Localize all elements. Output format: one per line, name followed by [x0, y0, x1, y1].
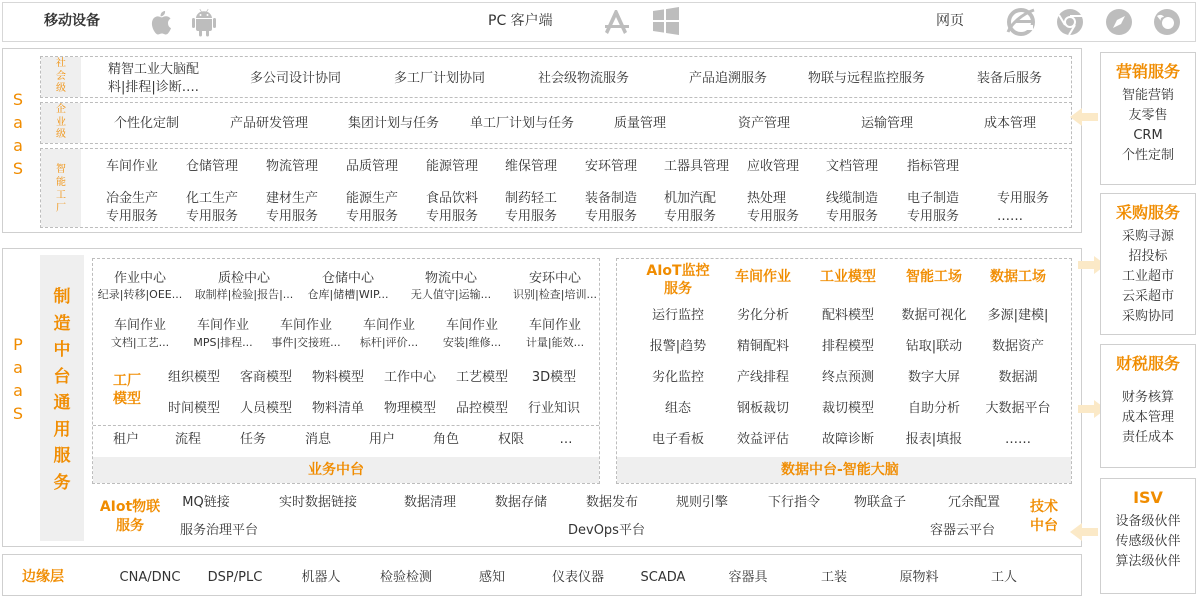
enterprise-item: 单工厂计划与任务 [470, 116, 575, 131]
data-item: 劣化分析 [736, 308, 789, 323]
center-title: 安环中心 [528, 271, 581, 286]
center-sub: 仓库|储槽|WIP... [307, 288, 389, 301]
tech-item: 数据清理 [403, 495, 456, 510]
factory-model-item: 人员模型 [239, 401, 292, 416]
saas-side-text: SaaS [12, 90, 24, 178]
tech-label: 技术中台 [1030, 499, 1058, 534]
social-item: 多工厂计划协同 [394, 71, 486, 86]
factory-item: 文档管理 [826, 159, 879, 174]
enterprise-item: 产品研发管理 [230, 116, 309, 131]
center-title: 质检中心 [217, 271, 270, 286]
data-header: 工业模型 [820, 269, 876, 285]
workshop-sub: MPS|排程... [193, 336, 253, 349]
tech-item: 数据发布 [585, 495, 638, 510]
data-item: …… [1005, 432, 1031, 447]
workshop-sub: 文档|工艺... [110, 336, 170, 349]
data-item: 运行监控 [651, 308, 704, 323]
data-header: 数据工场 [990, 269, 1046, 285]
enterprise-item: 质量管理 [614, 116, 667, 131]
data-header: 智能工场 [906, 269, 962, 285]
side-service-item: 设备级伙伴 [1115, 514, 1181, 529]
data-item: 配料模型 [821, 308, 874, 323]
factory-item: 仓储管理 [186, 159, 239, 174]
side-service-item: 责任成本 [1121, 430, 1174, 445]
base-item: 任务 [239, 432, 266, 447]
data-item: 数据可视化 [901, 308, 967, 323]
enterprise-item: 个性化定制 [114, 116, 180, 131]
factory-industry-sub: 专用服务 [426, 209, 479, 224]
edge-item: 检验检测 [379, 570, 432, 585]
data-item: 裁切模型 [821, 401, 874, 416]
factory-industry: 线缆制造 [826, 191, 879, 206]
factory-industry-sub: 专用服务 [505, 209, 558, 224]
center-title: 物流中心 [424, 271, 477, 286]
factory-model-item: 3D模型 [531, 370, 577, 385]
base-item: … [559, 432, 573, 447]
side-service-item: 算法级伙伴 [1115, 554, 1181, 569]
side-service-item: 采购协同 [1121, 309, 1174, 324]
factory-item: 车间作业 [106, 159, 159, 174]
tech-item: 容器云平台 [930, 523, 996, 538]
data-item: 组态 [664, 401, 691, 416]
factory-model-item: 物理模型 [383, 401, 436, 416]
firefox-icon [1151, 6, 1183, 38]
social-item: 装备后服务 [977, 71, 1043, 86]
factory-label: 智能工厂 [56, 164, 66, 214]
factory-item: 指标管理 [907, 159, 960, 174]
factory-item: 安环管理 [585, 159, 638, 174]
side-service-title: 财税服务 [1115, 354, 1180, 373]
factory-model-item: 行业知识 [527, 401, 580, 416]
social-label: 社会级 [56, 58, 66, 94]
base-item: 消息 [304, 432, 331, 447]
factory-industry-sub: 专用服务 [186, 209, 239, 224]
factory-item: 维保管理 [505, 159, 558, 174]
side-service-title: 采购服务 [1115, 203, 1180, 222]
factory-industry-sub: 专用服务 [346, 209, 399, 224]
factory-model-item: 工艺模型 [455, 370, 508, 385]
factory-industry: 冶金生产 [106, 191, 159, 206]
factory-model-item: 时间模型 [167, 401, 220, 416]
data-item: 效益评估 [736, 432, 789, 447]
web-label: 网页 [936, 13, 964, 29]
data-item: 自助分析 [907, 401, 960, 416]
data-item: 钢板裁切 [736, 401, 789, 416]
base-item: 角色 [432, 432, 459, 447]
chrome-icon [1054, 6, 1086, 38]
edge-item: DSP/PLC [207, 570, 263, 585]
tech-item: 冗余配置 [947, 495, 1000, 510]
factory-model-item: 组织模型 [167, 370, 220, 385]
enterprise-item: 资产管理 [738, 116, 791, 131]
center-sub: 取制样|检验|报告|... [194, 288, 294, 301]
factory-item: 应收管理 [747, 159, 800, 174]
workshop-title: 车间作业 [196, 318, 249, 333]
side-service-title: 营销服务 [1115, 62, 1180, 81]
data-item: 故障诊断 [821, 432, 874, 447]
tech-item: 数据存储 [494, 495, 547, 510]
workshop-title: 车间作业 [445, 318, 498, 333]
factory-industry-sub: 专用服务 [747, 209, 800, 224]
social-item: 社会级物流服务 [538, 71, 630, 86]
factory-item: 能源管理 [426, 159, 479, 174]
edge-item: 工人 [990, 570, 1017, 585]
business-center-label: 业务中台 [308, 462, 364, 478]
enterprise-label: 企业级 [56, 104, 66, 140]
data-item: 大数据平台 [985, 401, 1051, 416]
app-store-icon [601, 7, 633, 37]
enterprise-item: 运输管理 [861, 116, 914, 131]
workshop-sub: 标杆|评价... [359, 336, 419, 349]
center-title: 作业中心 [113, 271, 166, 286]
factory-model-label: 工厂模型 [113, 373, 141, 407]
edge-item: 仪表仪器 [551, 570, 604, 585]
tech-item: 实时数据链接 [278, 495, 357, 510]
mobile-label: 移动设备 [44, 13, 100, 29]
data-item: 终点预测 [821, 370, 874, 385]
base-item: 用户 [368, 432, 395, 447]
data-item: 产线排程 [736, 370, 789, 385]
workshop-sub: 计量|能效... [525, 336, 585, 349]
social-item: 物联与远程监控服务 [808, 71, 926, 86]
data-item: 报警|趋势 [649, 339, 707, 354]
workshop-title: 车间作业 [528, 318, 581, 333]
edge-item: 容器具 [728, 570, 768, 585]
enterprise-item: 集团计划与任务 [348, 116, 440, 131]
tech-item: 服务治理平台 [180, 523, 259, 538]
data-header: AIoT监控服务 [646, 263, 710, 297]
data-item: 数字大屏 [907, 370, 960, 385]
factory-item: 工器具管理 [664, 159, 730, 174]
factory-industry-sub: 专用服务 [907, 209, 960, 224]
social-item: 产品追溯服务 [689, 71, 768, 86]
edge-item: 工装 [820, 570, 847, 585]
factory-model-item: 工作中心 [383, 370, 436, 385]
factory-model-item: 品控模型 [455, 401, 508, 416]
workshop-title: 车间作业 [362, 318, 415, 333]
side-service-item: 友零售 [1128, 108, 1168, 123]
edge-item: 感知 [478, 570, 505, 585]
data-item: 数据湖 [998, 370, 1038, 385]
data-item: 劣化监控 [651, 370, 704, 385]
data-item: 精铜配料 [736, 339, 789, 354]
windows-icon [651, 6, 681, 36]
pc-label: PC 客户端 [488, 13, 553, 29]
factory-industry: 建材生产 [266, 191, 319, 206]
side-service-item: 财务核算 [1121, 390, 1174, 405]
base-row [93, 425, 599, 426]
arrow-left-marketing [1068, 106, 1100, 128]
factory-industry: 专用服务 [997, 191, 1050, 206]
center-title: 仓储中心 [321, 271, 374, 286]
data-item: 电子看板 [651, 432, 704, 447]
edge-item: 机器人 [301, 570, 341, 585]
side-service-item: 成本管理 [1121, 410, 1174, 425]
edge-label: 边缘层 [22, 569, 64, 585]
tech-item: 下行指令 [767, 495, 820, 510]
social-item: 料|排程|诊断…. [108, 80, 199, 95]
factory-industry: 化工生产 [186, 191, 239, 206]
tech-item: MQ链接 [182, 495, 230, 510]
data-item: 报表|填报 [905, 432, 963, 447]
workshop-title: 车间作业 [113, 318, 166, 333]
factory-industry-sub: …… [997, 209, 1023, 224]
factory-industry: 电子制造 [907, 191, 960, 206]
tech-item: 物联盒子 [853, 495, 906, 510]
factory-industry-sub: 专用服务 [826, 209, 879, 224]
saas-side-label [8, 88, 28, 180]
base-item: 租户 [112, 432, 139, 447]
workshop-title: 车间作业 [279, 318, 332, 333]
factory-model-item: 客商模型 [239, 370, 292, 385]
side-service-item: 招投标 [1128, 249, 1168, 264]
paas-vertical-label: 制造中台通用服务 [53, 287, 71, 493]
safari-icon [1103, 6, 1135, 38]
factory-industry: 热处理 [747, 191, 787, 206]
paas-side-label [8, 333, 28, 425]
base-item: 权限 [497, 432, 524, 447]
factory-model-item: 物料清单 [311, 401, 364, 416]
side-service-item: CRM [1133, 128, 1163, 143]
apple-icon [146, 7, 174, 37]
side-service-item: 个性定制 [1121, 148, 1174, 163]
side-service-item: 智能营销 [1121, 88, 1174, 103]
paas-side-text: PaaS [12, 335, 24, 423]
data-header: 车间作业 [735, 269, 791, 285]
data-item: 钻取|联动 [905, 339, 963, 354]
center-sub: 识别|检查|培训... [513, 288, 597, 301]
center-sub: 无人值守|运输... [410, 288, 492, 301]
enterprise-item: 成本管理 [984, 116, 1037, 131]
factory-industry: 食品饮料 [426, 191, 479, 206]
side-service-title: ISV [1133, 488, 1163, 507]
tech-item: DevOps平台 [568, 523, 645, 538]
edge-item: 原物料 [899, 570, 939, 585]
edge-item: CNA/DNC [119, 570, 181, 585]
workshop-sub: 事件|交接班... [271, 336, 341, 349]
factory-industry-sub: 专用服务 [664, 209, 717, 224]
android-icon [190, 7, 218, 37]
factory-model-item: 物料模型 [311, 370, 364, 385]
side-service-item: 采购寻源 [1121, 229, 1174, 244]
social-item: 精智工业大脑配 [108, 62, 200, 77]
center-sub: 纪录|转移|OEE... [97, 288, 183, 301]
arrow-left-isv [1068, 521, 1100, 543]
factory-industry-sub: 专用服务 [106, 209, 159, 224]
edge-item: SCADA [640, 570, 686, 585]
factory-industry: 装备制造 [585, 191, 638, 206]
side-service-item: 工业超市 [1121, 269, 1174, 284]
aiot-label: AIot物联服务 [99, 499, 161, 534]
data-item: 数据资产 [991, 339, 1044, 354]
data-center-label: 数据中台-智能大脑 [781, 462, 899, 478]
factory-industry-sub: 专用服务 [585, 209, 638, 224]
factory-item: 物流管理 [266, 159, 319, 174]
factory-industry: 机加汽配 [664, 191, 717, 206]
ie-icon [1005, 6, 1037, 38]
side-service-item: 传感级伙伴 [1115, 534, 1181, 549]
factory-item: 品质管理 [346, 159, 399, 174]
factory-industry: 能源生产 [346, 191, 399, 206]
social-item: 多公司设计协同 [250, 71, 342, 86]
factory-industry-sub: 专用服务 [266, 209, 319, 224]
side-service-item: 云采超市 [1121, 289, 1174, 304]
tech-item: 规则引擎 [675, 495, 728, 510]
factory-industry: 制药轻工 [505, 191, 558, 206]
workshop-sub: 安装|维修... [442, 336, 502, 349]
data-item: 排程模型 [821, 339, 874, 354]
data-item: 多源|建模| [987, 308, 1049, 323]
base-item: 流程 [174, 432, 201, 447]
